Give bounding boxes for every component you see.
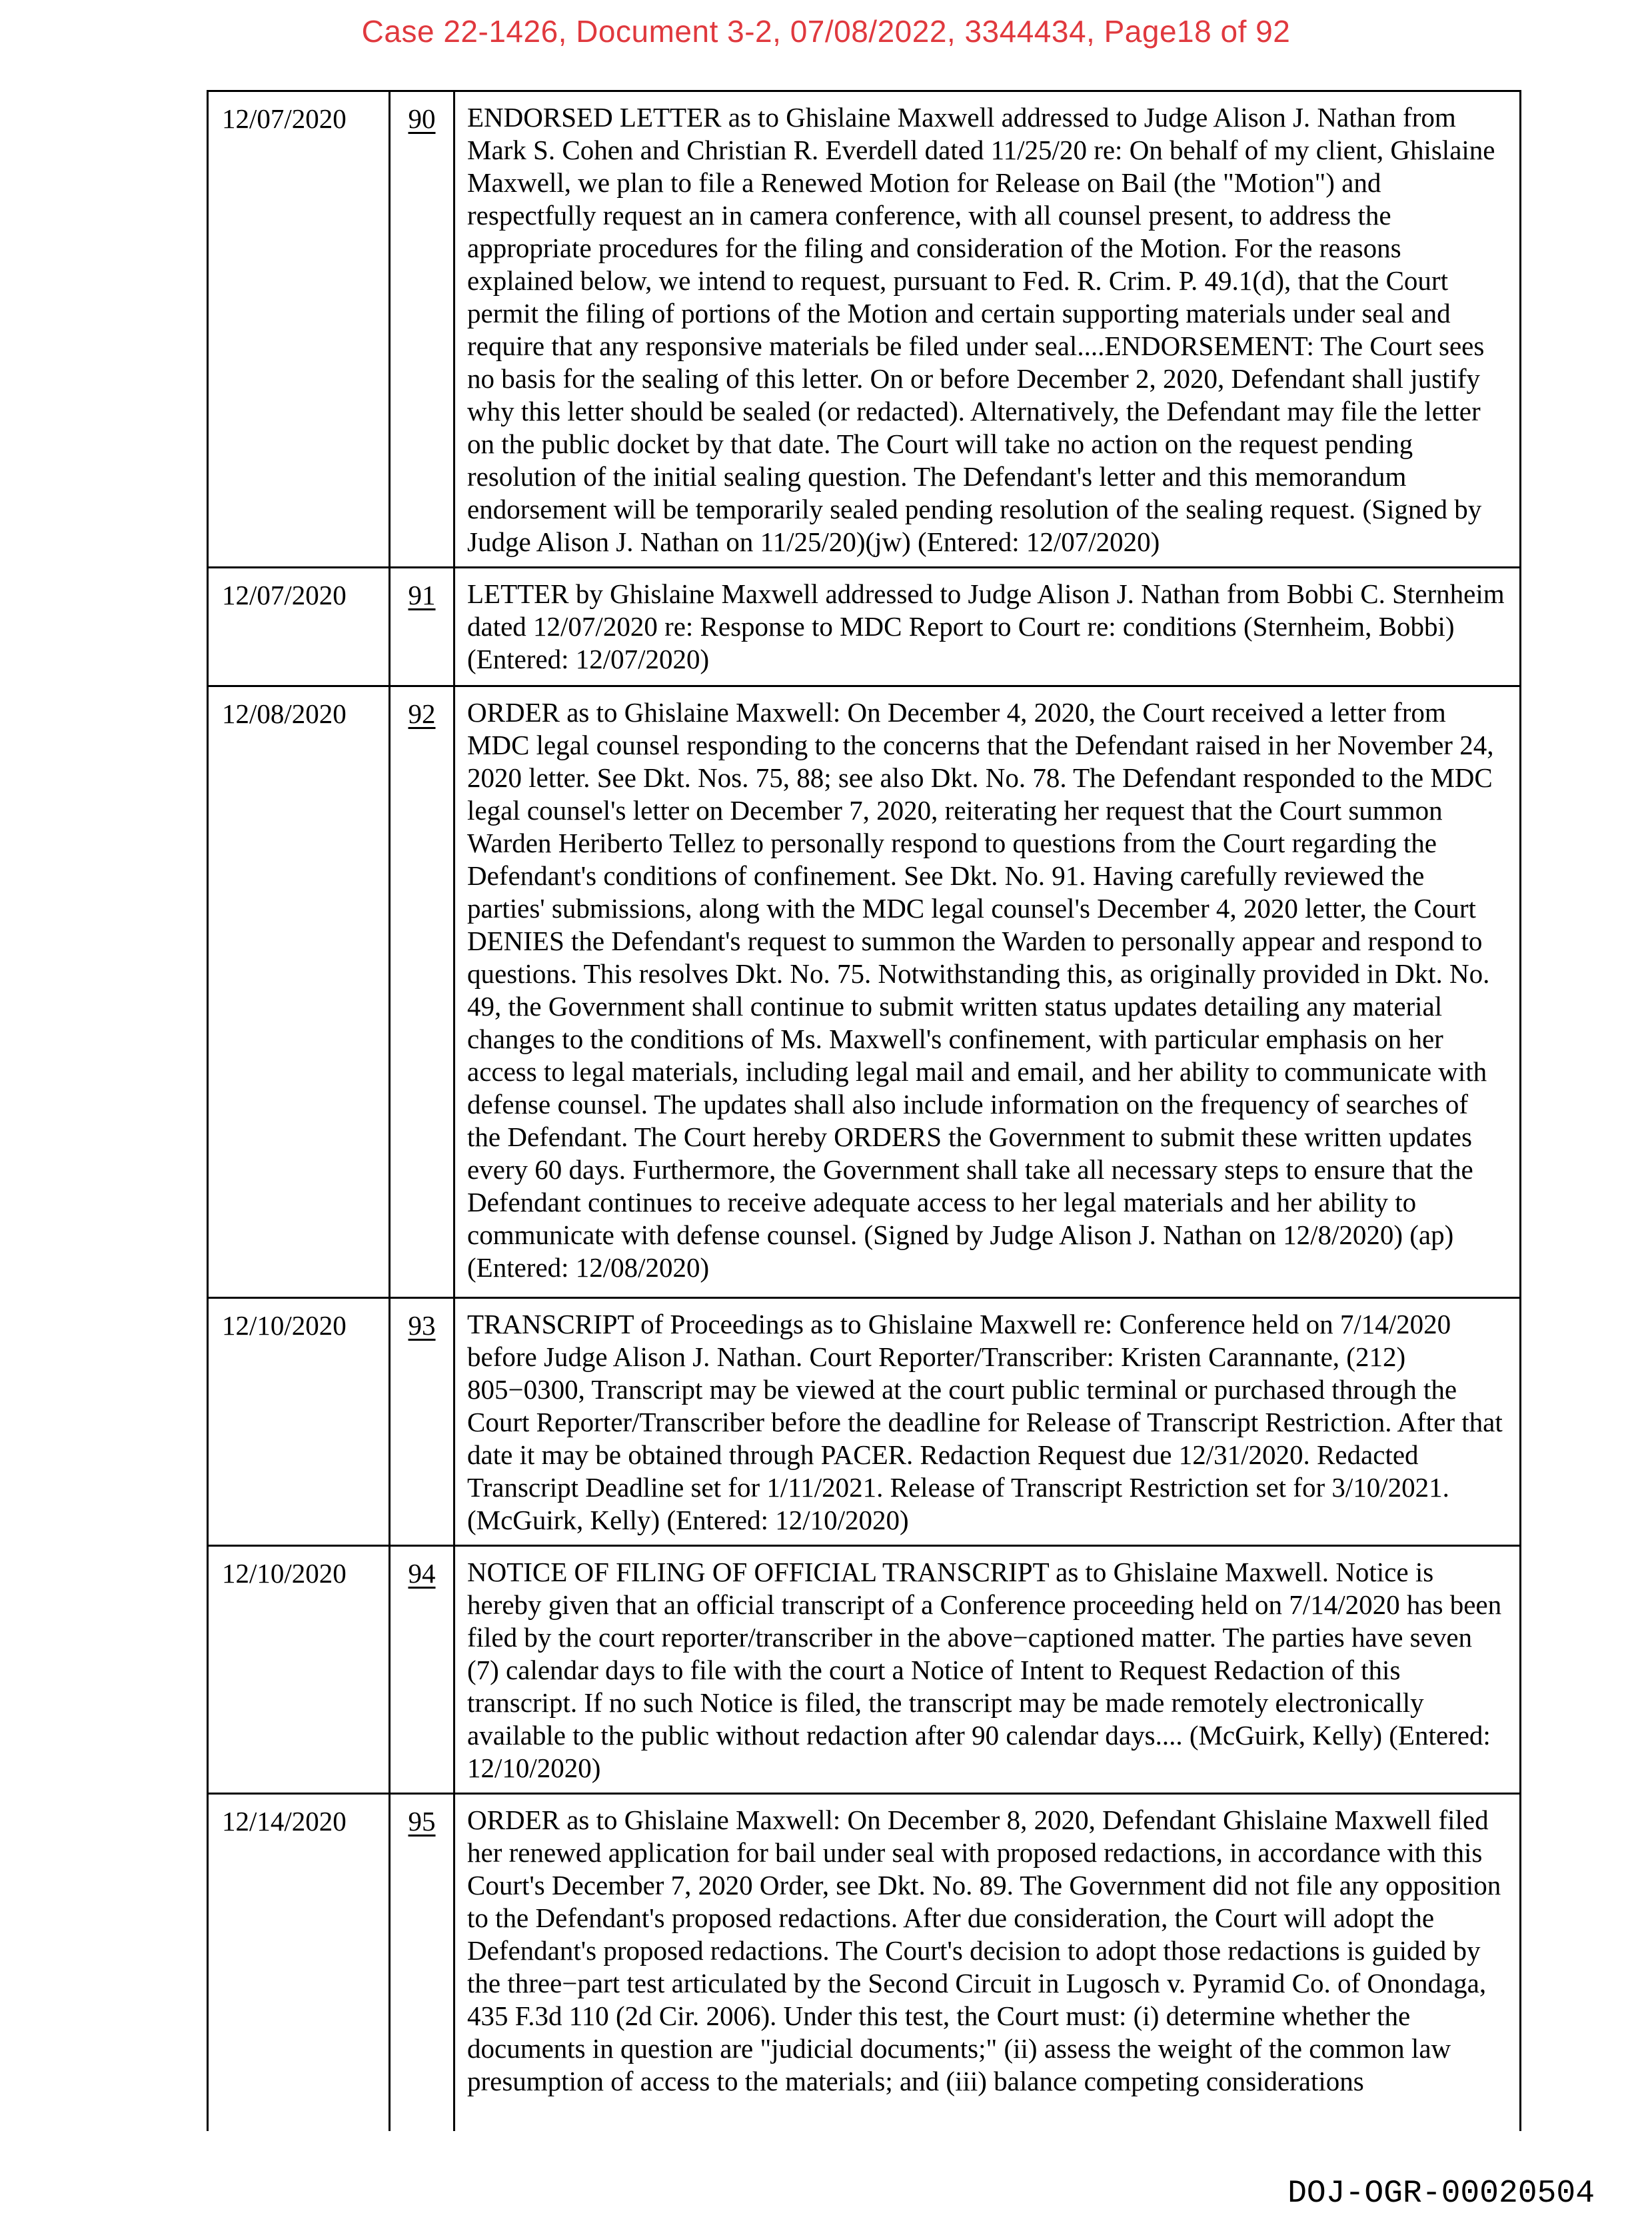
case-stamp-header: Case 22-1426, Document 3-2, 07/08/2022, 3344434, Page18 of 92 <box>361 14 1291 49</box>
docket-entry-description: NOTICE OF FILING OF OFFICIAL TRANSCRIPT as to Ghislaine Maxwell. Notice is hereby given that an official transcript of a Conference proceeding held on 7/14/2020 has been filed by the court reporter/transcriber in the above−captioned matter. The parties have seven (7) calendar days to file with the court a Notice of Intent to Request Redaction of this transcript. If no such Notice is filed, the transcript may be made remotely electronically available to the public without redaction after 90 calendar days.... (McGuirk, Kelly) (Entered: 12/10/2020) <box>467 1557 1502 1783</box>
docket-row <box>209 568 1519 687</box>
docket-entry-description: TRANSCRIPT of Proceedings as to Ghislaine Maxwell re: Conference held on 7/14/2020 before Judge Alison J. Nathan. Court Reporter/Transcriber: Kristen Carannante, (212) 805−0300, Transcript may be viewed at the court public terminal or purchased through the Court Reporter/Transcriber before the deadline for Release of Transcript Restriction. After that date it may be obtained through PACER. Redaction Request due 12/31/2020. Redacted Transcript Deadline set for 1/11/2021. Release of Transcript Restriction set for 3/10/2021. (McGuirk, Kelly) (Entered: 12/10/2020) <box>467 1309 1503 1535</box>
docket-entry-number-cell <box>391 687 455 1297</box>
document-number-link[interactable]: 92 <box>408 698 436 729</box>
docket-entry-date: 12/07/2020 <box>209 568 391 685</box>
document-number-link[interactable]: 91 <box>408 580 436 610</box>
docket-entry-date: 12/07/2020 <box>209 92 391 566</box>
docket-entry-number-cell <box>391 568 455 685</box>
docket-entry-number-cell <box>391 92 455 566</box>
bates-number: DOJ-OGR-00020504 <box>1287 2176 1595 2212</box>
document-number-link[interactable]: 95 <box>408 1806 436 1837</box>
docket-entry-description: LETTER by Ghislaine Maxwell addressed to Judge Alison J. Nathan from Bobbi C. Sternheim dated 12/07/2020 re: Response to MDC Report to Court re: conditions (Sternheim, Bobbi) (Entered: 12/07/2020) <box>467 578 1505 674</box>
document-number-link[interactable]: 93 <box>408 1310 436 1341</box>
docket-entry-date: 12/10/2020 <box>209 1299 391 1545</box>
document-number-link[interactable]: 90 <box>408 103 436 134</box>
docket-row <box>209 687 1519 1299</box>
docket-row <box>209 1795 1519 2131</box>
docket-entry-description: ENDORSED LETTER as to Ghislaine Maxwell addressed to Judge Alison J. Nathan from Mark S. Cohen and Christian R. Everdell dated 11/25/20 re: On behalf of my client, Ghislaine Maxwell, we plan to file a Renewed Motion for Release on Bail (the "Motion") and respectfully request an in camera conference, with all counsel present, to address the appropriate procedures for the filing and consideration of the Motion. For the reasons explained below, we intend to request, pursuant to Fed. R. Crim. P. 49.1(d), that the Court permit the filing of portions of the Motion and certain supporting materials under seal and require that any responsive materials be filed under seal....ENDORSEMENT: The Court sees no basis for the sealing of this letter. On or before December 2, 2020, Defendant shall justify why this letter should be sealed (or redacted). Alternatively, the Defendant may file the letter on the public docket by that date. The Court will take no action on the request pending resolution of the initial sealing question. The Defendant's letter and this memorandum endorsement will be temporarily sealed pending resolution of the sealing request. (Signed by Judge Alison J. Nathan on 11/25/20)(jw) (Entered: 12/07/2020) <box>467 102 1495 557</box>
docket-entry-date: 12/08/2020 <box>209 687 391 1297</box>
docket-entry-description: ORDER as to Ghislaine Maxwell: On December 8, 2020, Defendant Ghislaine Maxwell filed her renewed application for bail under seal with proposed redactions, in accordance with this Court's December 7, 2020 Order, see Dkt. No. 89. The Government did not file any opposition to the Defendant's proposed redactions. After due consideration, the Court will adopt the Defendant's proposed redactions. The Court's decision to adopt those redactions is guided by the three−part test articulated by the Second Circuit in Lugosch v. Pyramid Co. of Onondaga, 435 F.3d 110 (2d Cir. 2006). Under this test, the Court must: (i) determine whether the documents in question are "judicial documents;" (ii) assess the weight of the common law presumption of access to the materials; and (iii) balance competing considerations <box>467 1805 1501 2096</box>
docket-row <box>209 92 1519 568</box>
docket-entry-number-cell <box>391 1299 455 1545</box>
docket-entry-date: 12/10/2020 <box>209 1547 391 1793</box>
docket-entry-description: ORDER as to Ghislaine Maxwell: On December 4, 2020, the Court received a letter from MDC legal counsel responding to the concerns that the Defendant raised in her November 24, 2020 letter. See Dkt. Nos. 75, 88; see also Dkt. No. 78. The Defendant responded to the MDC legal counsel's letter on December 7, 2020, reiterating her request that the Court summon Warden Heriberto Tellez to personally respond to questions from the Court regarding the Defendant's conditions of confinement. See Dkt. No. 91. Having carefully reviewed the parties' submissions, along with the MDC legal counsel's December 4, 2020 letter, the Court DENIES the Defendant's request to summon the Warden to personally appear and respond to questions. This resolves Dkt. No. 75. Notwithstanding this, as originally provided in Dkt. No. 49, the Government shall continue to submit written status updates detailing any material changes to the conditions of Ms. Maxwell's confinement, with particular emphasis on her access to legal materials, including legal mail and email, and her ability to communicate with defense counsel. The updates shall also include information on the frequency of searches of the Defendant. The Court hereby ORDERS the Government to submit these written updates every 60 days. Furthermore, the Government shall take all necessary steps to ensure that the Defendant continues to receive adequate access to her legal materials and her ability to communicate with defense counsel. (Signed by Judge Alison J. Nathan on 12/8/2020) (ap) (Entered: 12/08/2020) <box>467 697 1494 1283</box>
docket-entry-date: 12/14/2020 <box>209 1795 391 2131</box>
document-number-link[interactable]: 94 <box>408 1558 436 1589</box>
docket-row <box>209 1547 1519 1795</box>
docket-table <box>207 90 1521 2131</box>
docket-row <box>209 1299 1519 1547</box>
docket-entry-number-cell <box>391 1547 455 1793</box>
docket-entry-number-cell <box>391 1795 455 2131</box>
